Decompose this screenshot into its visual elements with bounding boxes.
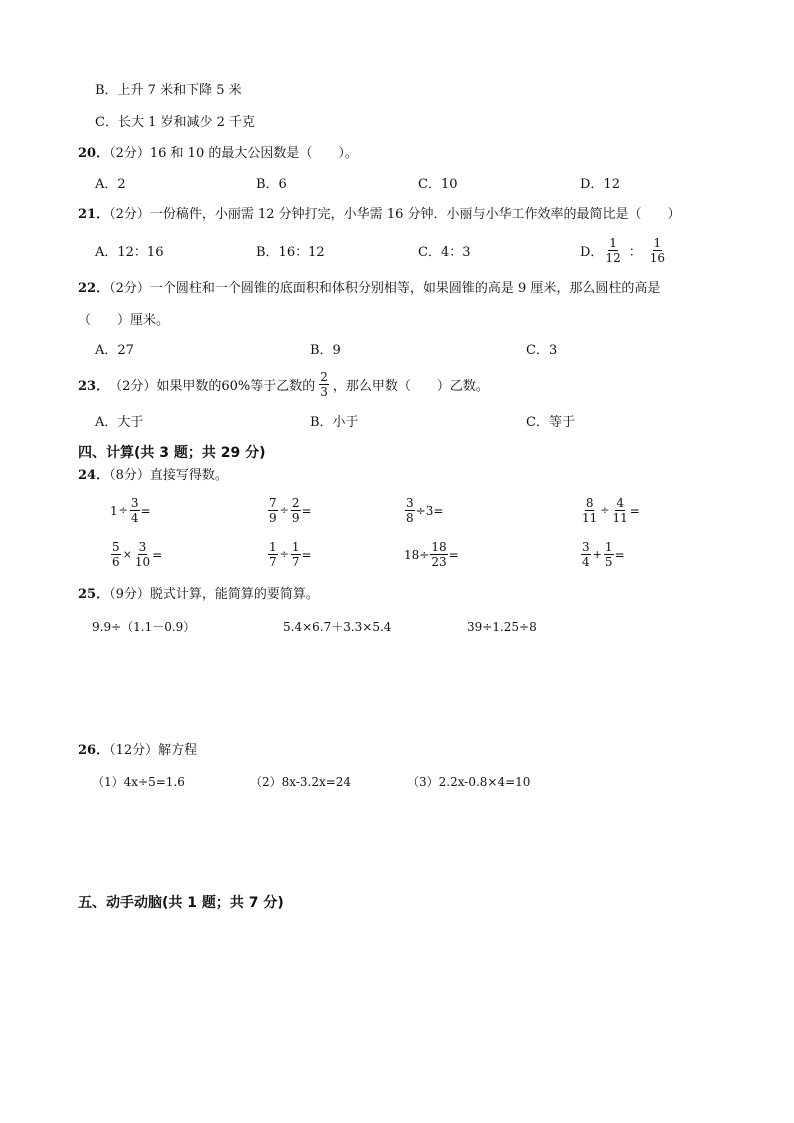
q19-option-c: C．长大 1 岁和减少 2 千克 [95, 115, 256, 130]
q24-expression-6: $\frac{1}{7}$ ÷ $\frac{1}{7}$ = [269, 540, 312, 569]
q24-expression-4: $\frac{8}{11}$ ÷ $\frac{4}{11}$ = [582, 496, 640, 525]
q24-expression-3: $\frac{3}{8}$ ÷3 = [406, 496, 444, 525]
question-stem: 16 和 10 的最大公因数是（ ）。 [149, 146, 358, 161]
question-stem: 直接写得数。 [149, 468, 228, 483]
q20-option-c: C．10 [418, 177, 458, 192]
fraction: $\frac{1}{12}$ [605, 236, 621, 265]
q26-item-2: （2）8x-3.2x=24 [250, 775, 352, 789]
q22-option-c: C．3 [526, 343, 558, 358]
question-number: 24． [78, 468, 110, 483]
question-number: 25． [78, 587, 110, 602]
question-score: （9分） [109, 587, 150, 602]
question-stem: 解方程 [158, 743, 198, 758]
q21-option-d [580, 236, 667, 265]
question-24 [78, 467, 228, 485]
question-score: （2分） [109, 146, 150, 161]
q23-option-a: A．大于 [95, 415, 144, 430]
q25-item-3: 39÷1.25÷8 [467, 620, 537, 634]
question-25 [78, 586, 319, 604]
question-score: （2分） [109, 207, 150, 222]
question-stem-end: ，那么甲数（ ）乙数。 [332, 379, 489, 394]
question-stem: 一份稿件，小丽需 12 分钟打完，小华需 16 分钟．小丽与小华工作效率的最简比是（ ） [149, 207, 681, 222]
question-number: 23． [78, 379, 110, 394]
question-number: 22． [78, 281, 110, 296]
q21-option-b: B．16：12 [256, 245, 325, 260]
question-score: （2分） [109, 379, 157, 394]
ratio-sign: ： [628, 245, 642, 260]
q26-item-3: （3）2.2x-0.8×4=10 [407, 775, 531, 789]
section-5-title: 五、动手动脑(共 1 题；共 7 分) [78, 895, 284, 911]
question-score: （12分） [109, 743, 159, 758]
q21-option-a: A．12：16 [95, 245, 164, 260]
q25-item-1: 9.9÷（1.1－0.9） [92, 620, 196, 634]
question-22-stem-cont: （ ）厘米。 [78, 313, 170, 328]
q22-option-b: B．9 [310, 343, 341, 358]
question-score: （8分） [109, 468, 150, 483]
q20-option-b: B．6 [256, 177, 287, 192]
question-20 [78, 145, 358, 163]
question-21 [78, 206, 681, 224]
q19-option-b: B．上升 7 米和下降 5 米 [95, 83, 242, 98]
question-22 [78, 280, 660, 298]
q20-option-a: A．2 [95, 177, 126, 192]
question-number: 21． [78, 207, 110, 222]
q24-expression-2: $\frac{7}{9}$ ÷ $\frac{2}{9}$ = [269, 496, 312, 525]
question-26 [78, 742, 197, 760]
q25-item-2: 5.4×6.7＋3.3×5.4 [283, 620, 392, 634]
question-score: （2分） [109, 281, 150, 296]
q23-option-b: B．小于 [310, 415, 359, 430]
q24-expression-7: 18÷ $\frac{18}{23}$ = [404, 540, 459, 569]
question-number: 20． [78, 146, 110, 161]
question-stem: 脱式计算，能简算的要简算。 [149, 587, 319, 602]
q24-expression-1: 1 ÷ $\frac{3}{4}$ = [110, 496, 151, 525]
q24-expression-8: $\frac{3}{4}$ + $\frac{1}{5}$ = [582, 540, 625, 569]
q24-expression-5: $\frac{5}{6}$ × $\frac{3}{10}$ = [112, 540, 163, 569]
q26-item-1: （1）4x÷5=1.6 [92, 775, 185, 789]
q22-option-a: A．27 [95, 343, 134, 358]
q20-option-d: D．12 [580, 177, 620, 192]
section-4-title: 四、计算(共 3 题；共 29 分) [78, 445, 266, 461]
question-number: 26． [78, 743, 110, 758]
fraction: $\frac{2}{3}$ [320, 370, 328, 399]
question-stem: 一个圆柱和一个圆锥的底面积和体积分别相等，如果圆锥的高是 9 厘米，那么圆柱的高是 [149, 281, 661, 296]
question-23 [78, 370, 489, 399]
q21-option-c: C．4：3 [418, 245, 471, 260]
question-stem: 如果甲数的60%等于乙数的 [156, 379, 316, 394]
fraction: $\frac{1}{16}$ [649, 236, 666, 265]
q23-option-c: C．等于 [526, 415, 575, 430]
option-label: D． [580, 245, 604, 260]
